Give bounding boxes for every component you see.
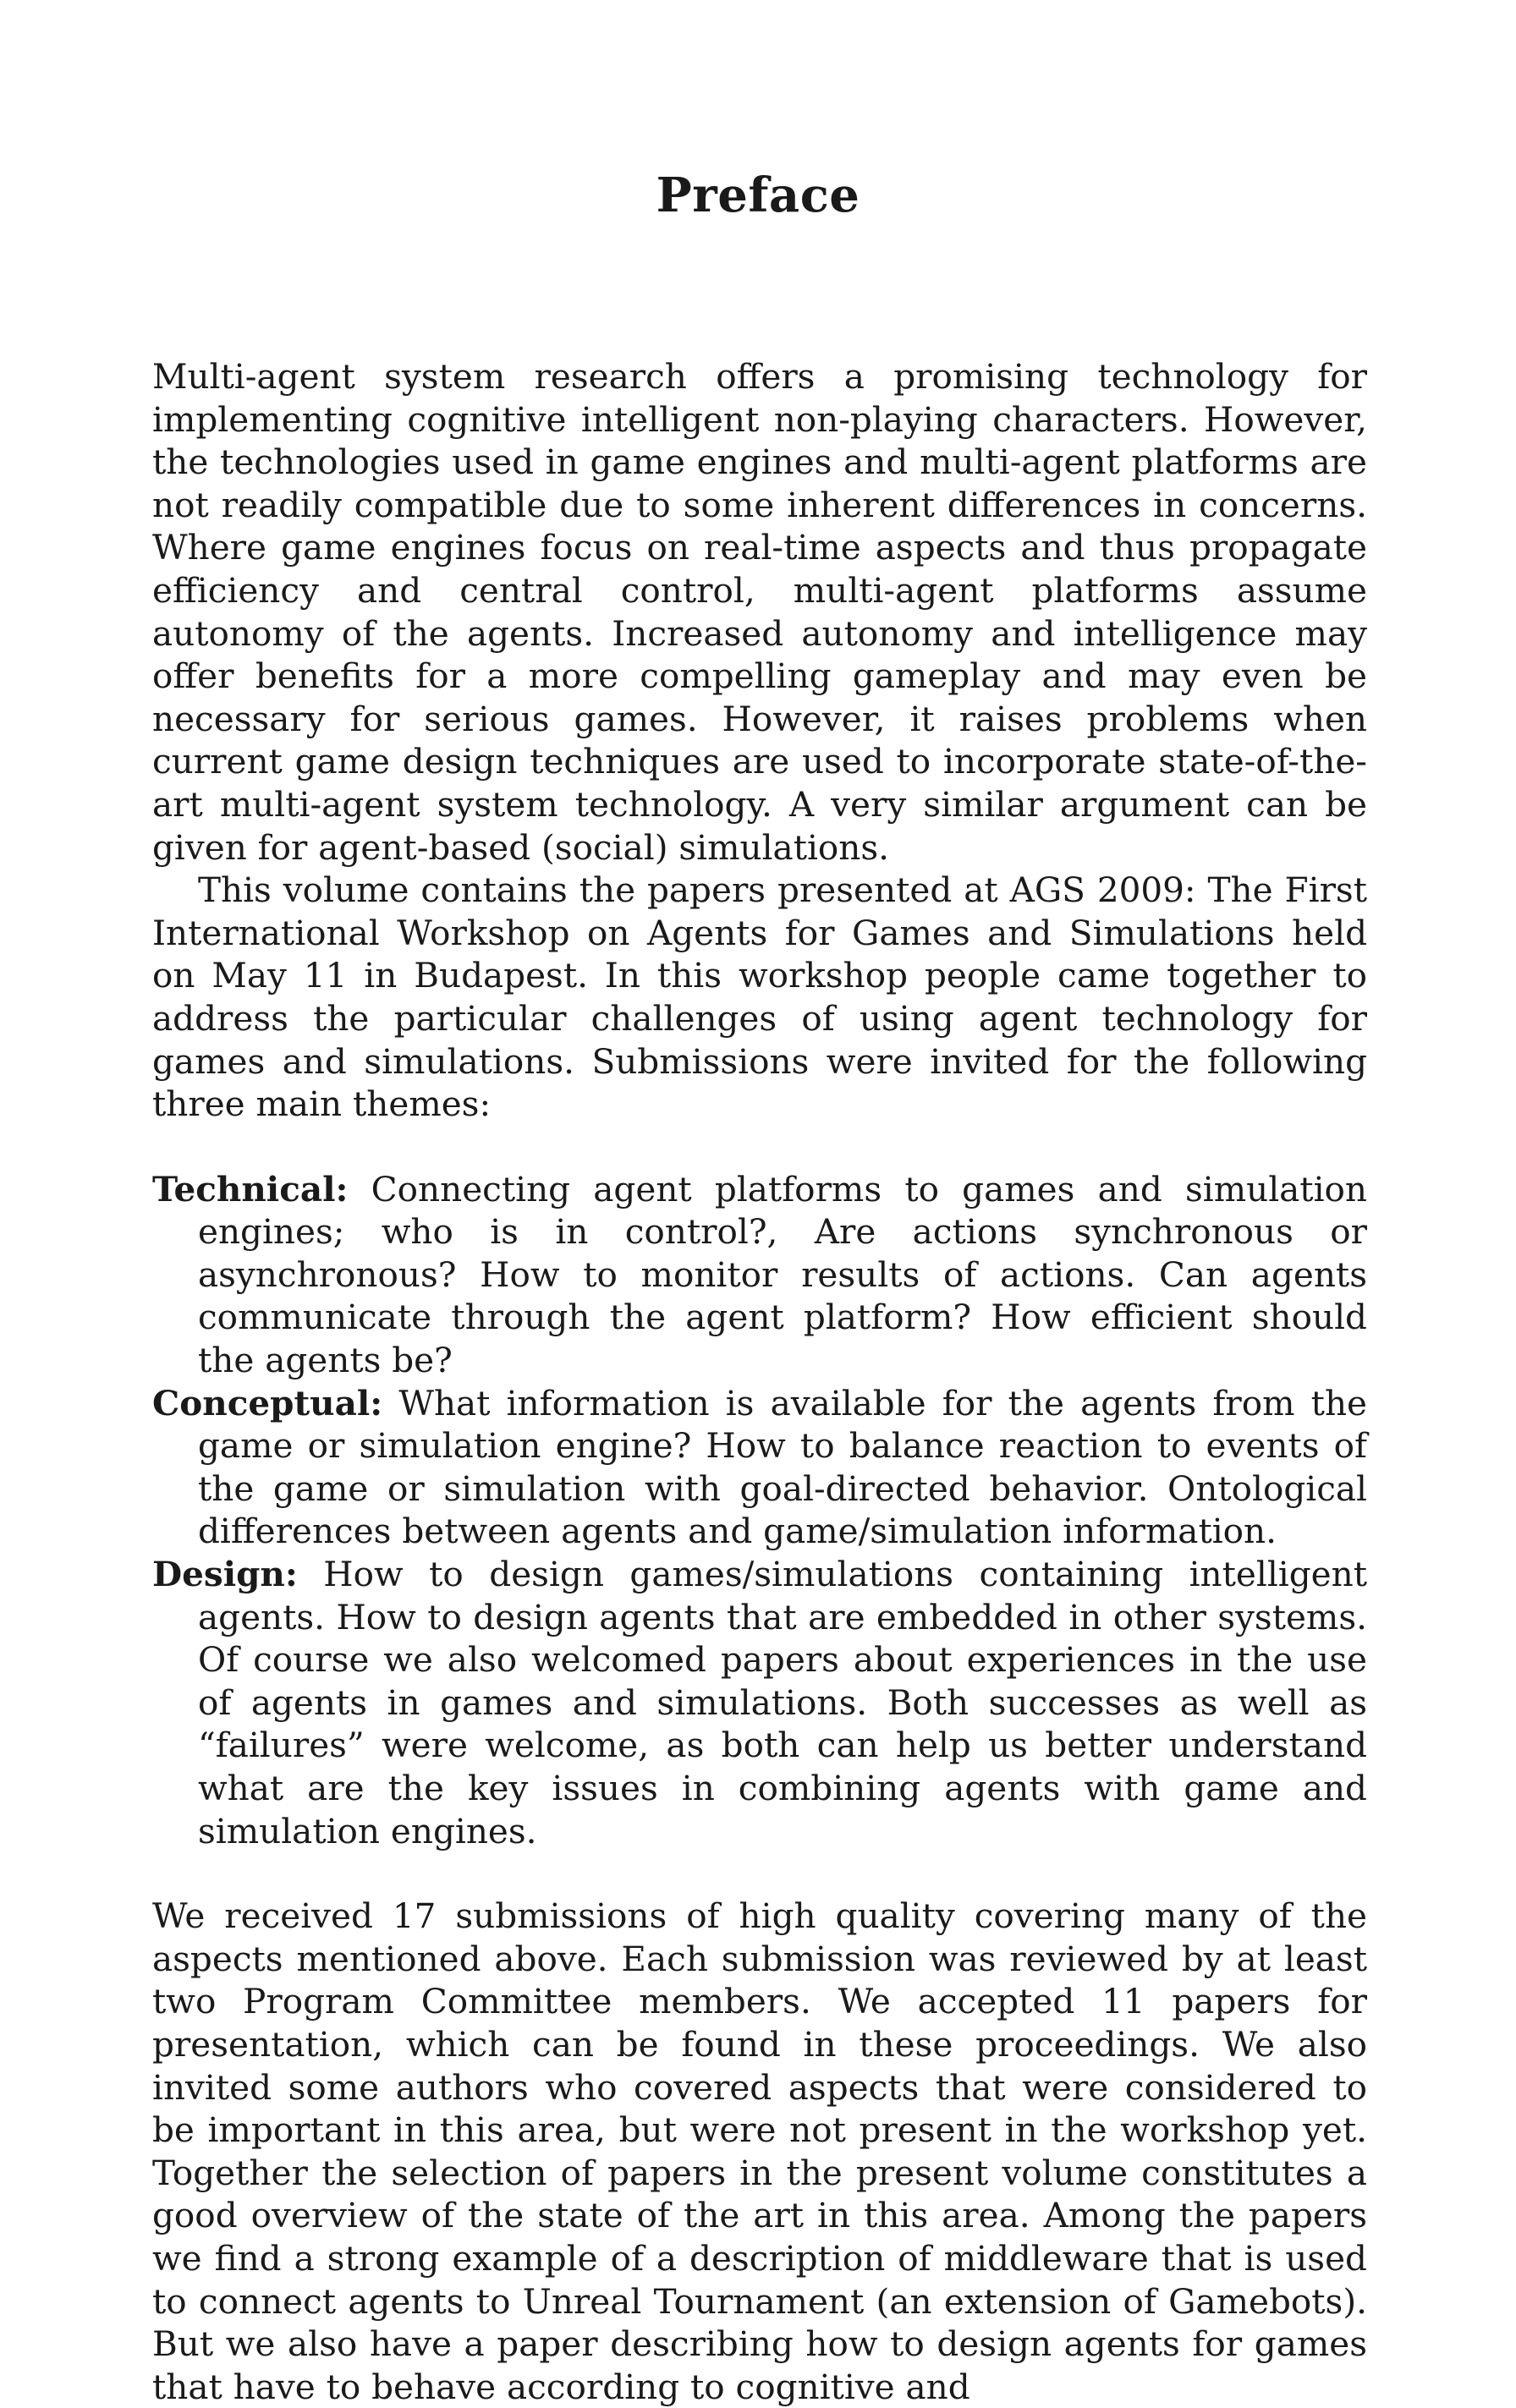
paragraph-volume: This volume contains the papers presented at AGS 2009: The First International Workshop on Agents for Games and Simulations held on May 11 in Budapest. In this workshop people came together to address the particular challenges of using agent technology for games and simulations. Submissions were invited for the following three main themes: (152, 869, 1367, 1125)
paragraph-intro: Multi-agent system research offers a promising technology for implementing cognitive intelligent non-playing characters. However, the technologies used in game engines and multi-agent platforms are not readily compatible due to some inherent differences in concerns. Where game engines focus on real-time aspects and thus propagate efficiency and central control, multi-agent platforms assume autonomy of the agents. Increased autonomy and intelligence may offer benefits for a more compelling gameplay and may even be necessary for serious games. However, it raises problems when current game design techniques are used to incorporate state-of-the-art multi-agent system technology. A very similar argument can be given for agent-based (social) simulations. (152, 356, 1367, 868)
theme-text: What information is available for the agents from the game or simulation engine? How to balance reaction to events of the game or simulation with goal-directed behavior. Ontological differences between agents and game/simulation information. (198, 1382, 1368, 1552)
theme-label: Design: (152, 1554, 298, 1595)
theme-text: Connecting agent platforms to games and simulation engines; who is in control?, Are actions synchronous or asynchronous? How to monitor results of actions. Can agents communicate through the agent platform? How efficient should the agents be? (198, 1168, 1367, 1381)
paragraph-submissions: We received 17 submissions of high quality covering many of the aspects mentioned above. Each submission was reviewed by at least two Program Committee members. We accepted 11 papers for presentation, which can be found in these proceedings. We also invited some authors who covered aspects that were considered to be important in this area, but were not present in the workshop yet. Together the selection of papers in the present volume constitutes a good overview of the state of the art in this area. Among the papers we find a strong example of a description of middleware that is used to connect agents to Unreal Tournament (an extension of Gamebots). But we also have a paper describing how to design agents for games that have to behave according to cognitive and (152, 1895, 1367, 2407)
preface-body (152, 355, 1367, 2408)
theme-text: How to design games/simulations containing intelligent agents. How to design agents that are embedded in other systems. Of course we also welcomed papers about experiences in the use of agents in games and simulations. Both successes as well as “failures” were welcome, as both can help us better understand what are the key issues in combining agents with game and simulation engines. (198, 1554, 1367, 1851)
theme-item-design (152, 1553, 1367, 1852)
themes-list (152, 1168, 1367, 1853)
theme-item-conceptual (152, 1382, 1367, 1553)
page-title: Preface (656, 167, 860, 223)
theme-label: Technical: (152, 1168, 349, 1209)
theme-label: Conceptual: (152, 1382, 383, 1423)
theme-item-technical (152, 1168, 1367, 1382)
